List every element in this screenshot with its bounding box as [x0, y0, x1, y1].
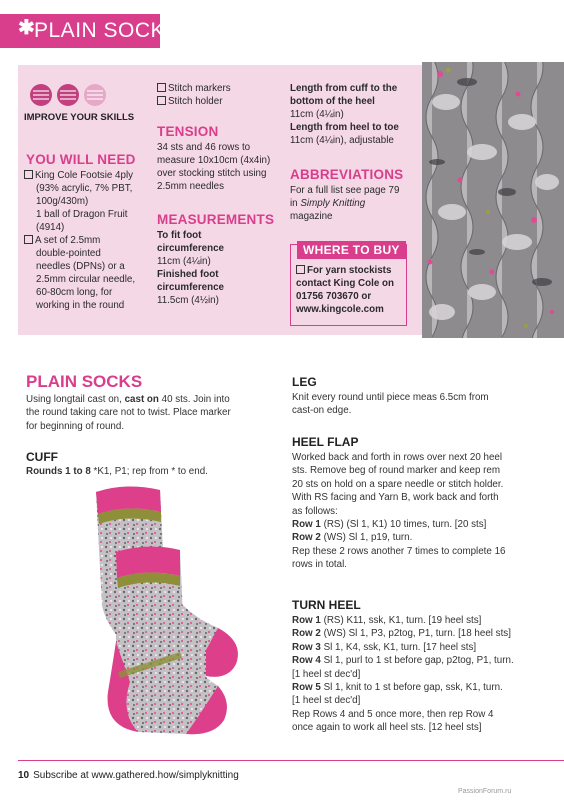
- asterisk-icon: ✱: [18, 17, 35, 39]
- abbreviations-heading: ABBREVIATIONS: [290, 167, 404, 182]
- abbreviations-text: For a full list see page 79 in Simply Knitting magazine: [290, 185, 400, 222]
- turn-heel-heading: TURN HEEL: [292, 598, 361, 612]
- pattern-title: PLAIN SOCKS: [26, 372, 143, 391]
- heel-flap-heading: HEEL FLAP: [292, 435, 359, 449]
- knit-closeup-photo: [422, 62, 564, 338]
- cuff-heading: CUFF: [26, 450, 58, 464]
- checkbox-icon: [157, 83, 166, 92]
- yarn-ball-icon: [57, 84, 79, 106]
- you-will-need-heading: YOU WILL NEED: [26, 152, 136, 167]
- page-title: PLAIN SOCKS: [34, 19, 180, 42]
- heel-flap-text: Worked back and forth in rows over next 20 heel sts. Remove beg of round marker and keep rem 20 sts on hold on a spare needle or stitch holder. With RS facing and Yarn B, work back and forth as follows: Row 1 (RS) (Sl 1, K1) 10 times, turn. [20 sts] Row 2 (WS) Sl 1, p19, turn. Rep these 2 rows another 7 times to complete 16 rows in total.: [292, 452, 506, 571]
- checkbox-icon: [296, 265, 305, 274]
- turn-heel-text: Row 1 (RS) K11, ssk, K1, turn. [19 heel sts] Row 2 (WS) Sl 1, P3, p2tog, P1, turn. [18 heel sts] Row 3 Sl 1, K4, ssk, K1, turn. [17 heel sts] Row 4 Sl 1, purl to 1 st before gap, p2tog, P1, turn. [1 heel st dec'd] Row 5 Sl 1, knit to 1 st before gap, ssk, K1, turn. [1 heel st dec'd] Rep Rows 4 and 5 once more, then rep Row 4 once again to work all heel sts. [12 heel sts]: [292, 615, 514, 734]
- materials-list-continued: [157, 82, 285, 108]
- tension-heading: TENSION: [157, 124, 219, 139]
- intro-text: Using longtail cast on, cast on 40 sts. Join into the round taking care not to twist. Place marker for beginning of round.: [26, 394, 231, 432]
- watermark: PassionForum.ru: [458, 788, 512, 795]
- list-item: A set of 2.5mm: [24, 234, 152, 247]
- measurements-heading: MEASUREMENTS: [157, 212, 275, 227]
- socks-photo: [68, 482, 250, 744]
- yarn-ball-icon: [84, 84, 106, 106]
- measurements-text: To fit foot circumference 11cm (4¼in) Finished foot circumference 11.5cm (4½in): [157, 230, 224, 306]
- leg-text: Knit every round until piece meas 6.5cm from cast-on edge.: [292, 392, 489, 417]
- list-item: Stitch holder: [157, 95, 285, 108]
- checkbox-icon: [24, 170, 33, 179]
- checkbox-icon: [157, 96, 166, 105]
- yarn-ball-icon: [30, 84, 52, 106]
- footer: [18, 770, 239, 781]
- footer-divider: [18, 760, 564, 761]
- leg-heading: LEG: [292, 375, 317, 389]
- cuff-text: Rounds 1 to 8 *K1, P1; rep from * to end.: [26, 466, 208, 477]
- tension-text: 34 sts and 46 rows to measure 10x10cm (4x4in) over stocking stitch using 2.5mm needles: [157, 142, 271, 192]
- page-number: 10: [18, 770, 30, 781]
- materials-list: King Cole Footsie 4ply (93% acrylic, 7% PBT, 100g/430m) 1 ball of Dragon Fruit (4914) A set of 2.5mm double-pointed needles (DPNs) or a 2.5mm circular needle, 60-80cm long, for working in the round: [24, 169, 152, 312]
- list-item: Stitch markers: [157, 82, 285, 95]
- skill-level-label: IMPROVE YOUR SKILLS: [24, 112, 135, 123]
- where-to-buy-heading: WHERE TO BUY: [297, 241, 406, 259]
- length-measurements: Length from cuff to the bottom of the heel 11cm (4¼in) Length from heel to toe 11cm (4¼in), adjustable: [290, 83, 399, 146]
- subscribe-link[interactable]: Subscribe at www.gathered.how/simplyknitting: [33, 770, 239, 781]
- list-item: King Cole Footsie 4ply: [24, 169, 152, 182]
- where-to-buy-text: For yarn stockists contact King Cole on 01756 703670 or www.kingcole.com: [296, 265, 394, 315]
- checkbox-icon: [24, 235, 33, 244]
